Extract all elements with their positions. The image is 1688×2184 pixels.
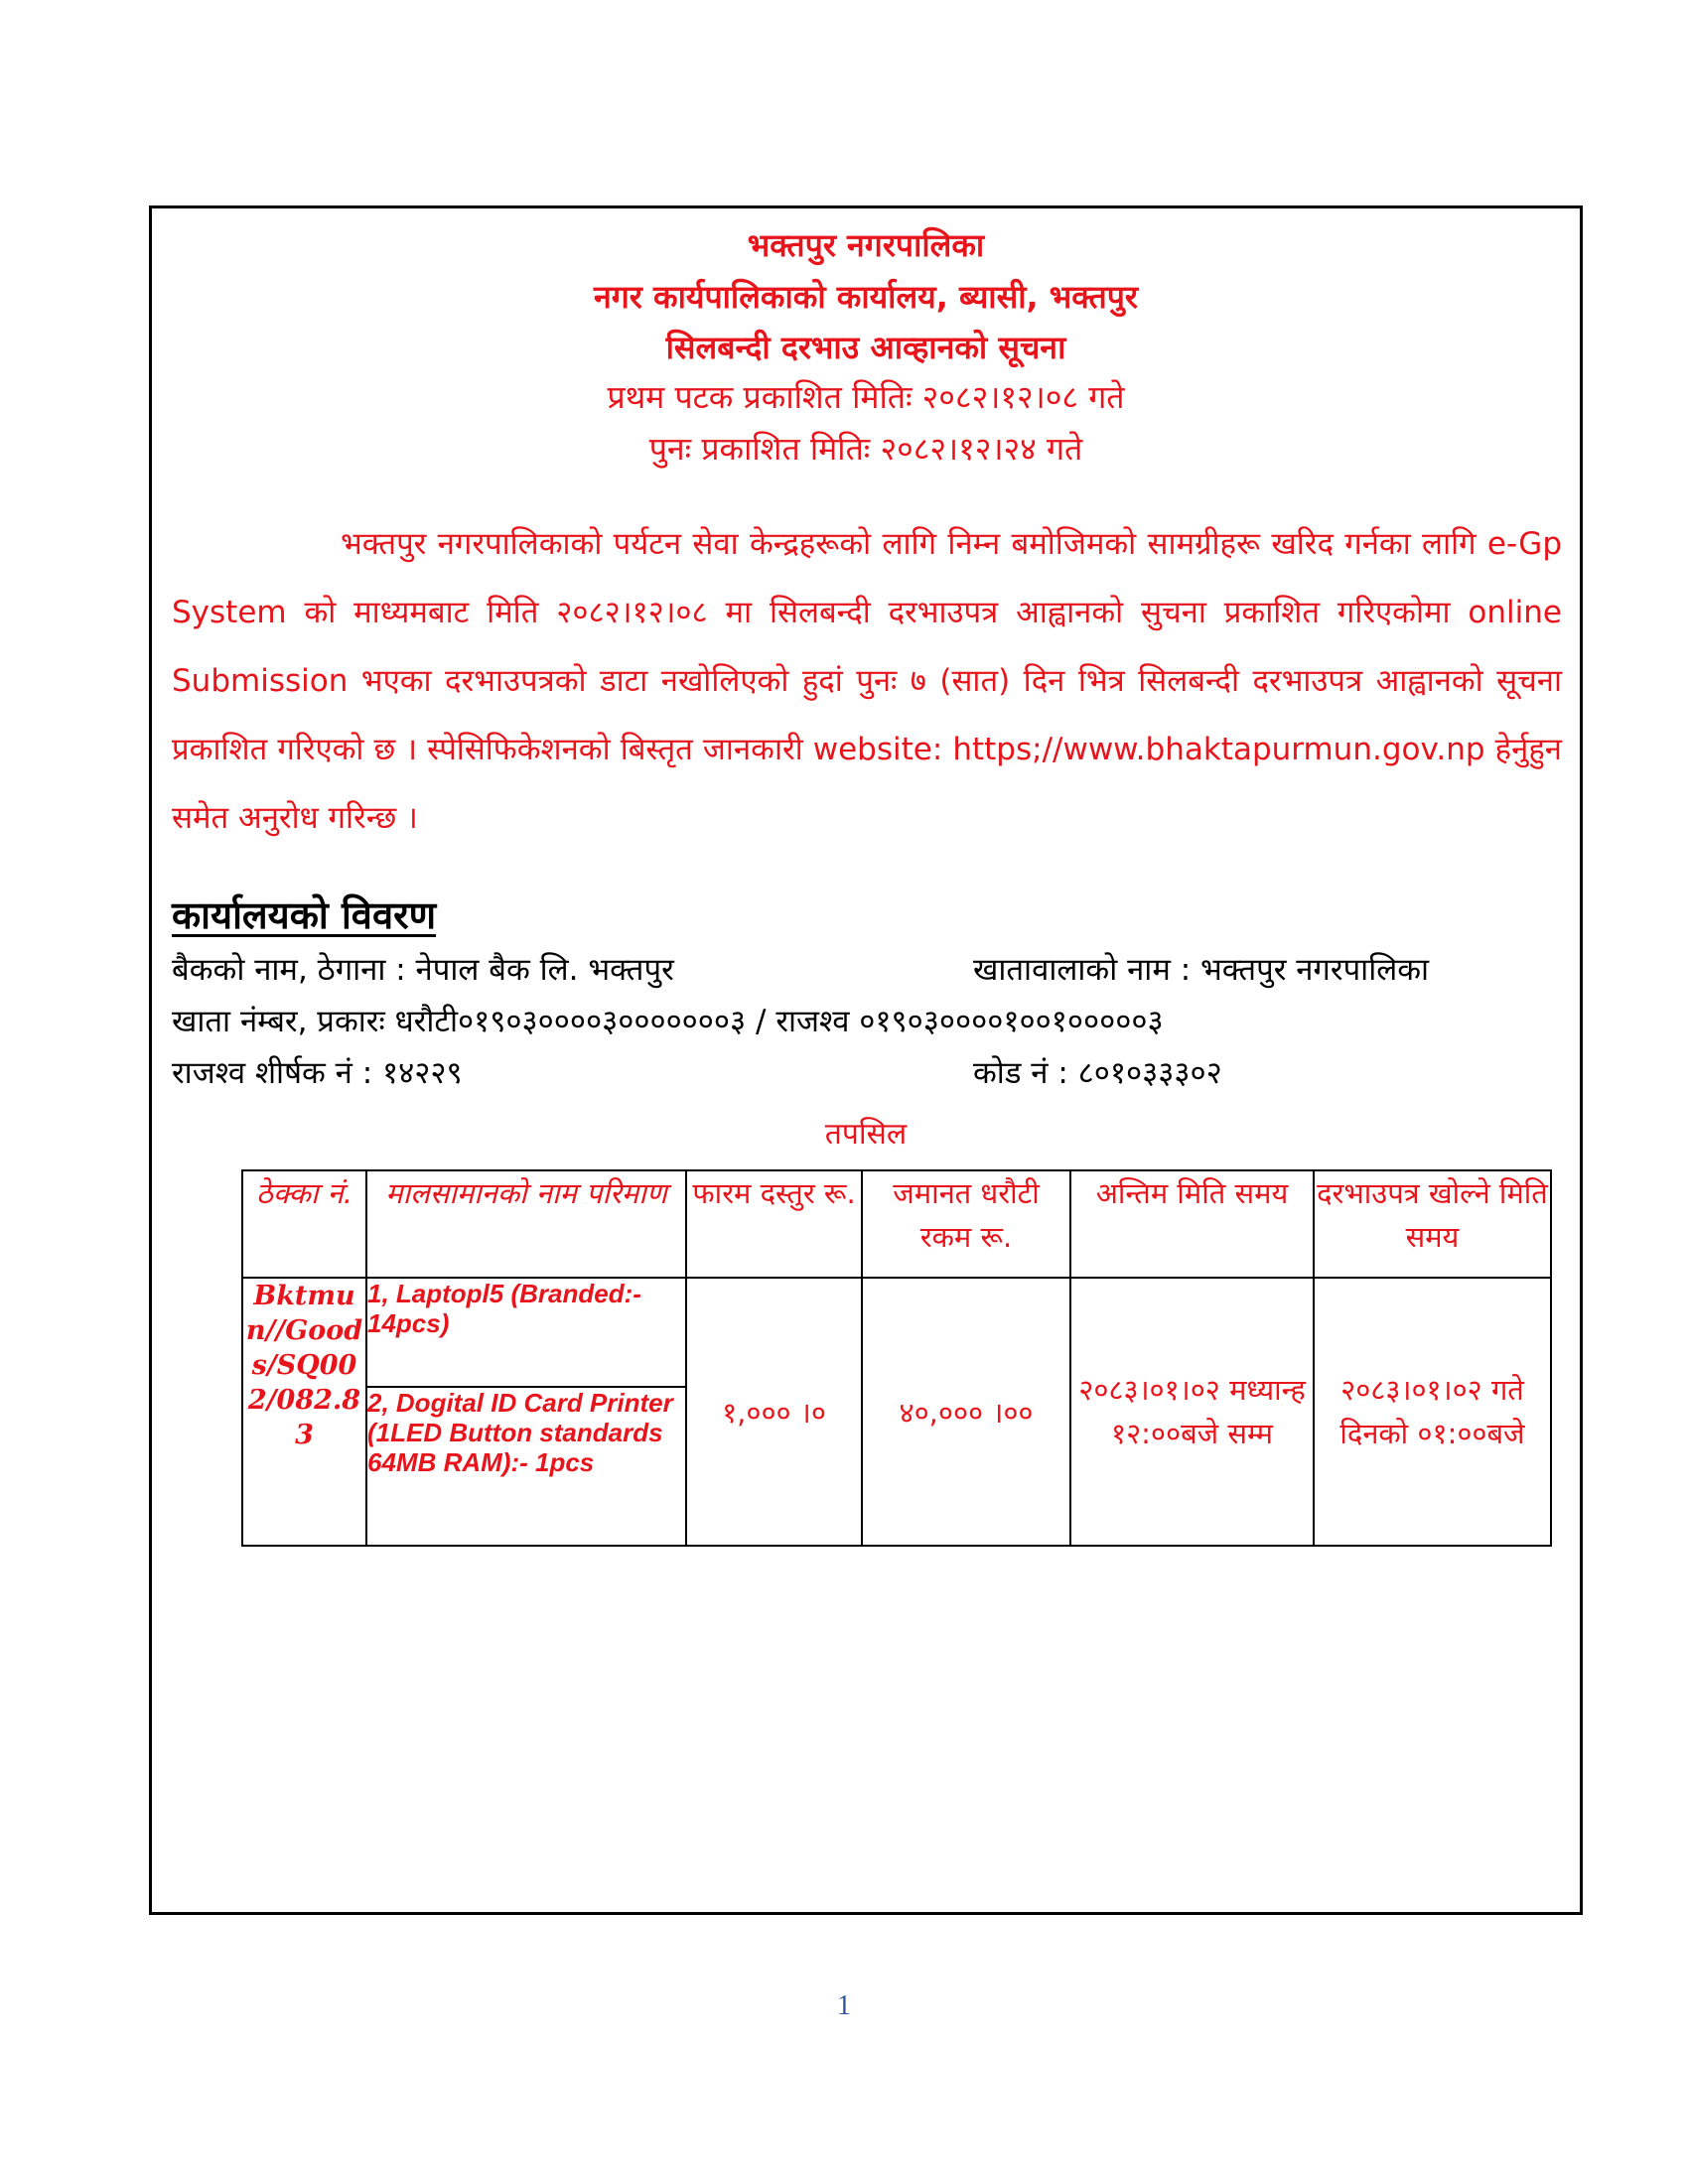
page-number: 1: [837, 1990, 851, 2021]
office-details-title: कार्यालयको विवरण: [172, 893, 437, 937]
notice-frame: [149, 205, 1583, 1915]
opening-value: २०८३।०१।०२ गते दिनको ०१:००बजे: [1314, 1278, 1551, 1546]
revenue-head: राजश्व शीर्षक नं : १४२२९: [172, 1055, 463, 1091]
header-contract-no: ठेक्का नं.: [242, 1170, 366, 1278]
notice-title: सिलबन्दी दरभाउ आव्हानको सूचना: [665, 329, 1066, 366]
table-caption: तपसिल: [824, 1117, 908, 1152]
contract-ref: Bktmun//Goods/SQ002/082.83: [242, 1278, 366, 1546]
form-fee-value: १,००० ।०: [686, 1278, 862, 1546]
revenue-code: कोड नं : ८०१०३३३०२: [973, 1055, 1222, 1091]
account-holder: खातावालाको नाम : भक्तपुर नगरपालिका: [973, 952, 1430, 988]
table-header-row: [242, 1170, 1551, 1278]
item-laptop: 1, Laptopl5 (Branded:- 14pcs): [366, 1278, 686, 1387]
table-row: [242, 1278, 1551, 1387]
tender-table: [241, 1169, 1552, 1547]
deadline-value: २०८३।०१।०२ मध्यान्ह १२:००बजे सम्म: [1070, 1278, 1314, 1546]
deposit-value: ४०,००० ।००: [862, 1278, 1070, 1546]
header-deadline: अन्तिम मिति समय: [1070, 1170, 1314, 1278]
municipality-name: भक्तपुर नगरपालिका: [747, 226, 985, 264]
item-id-card-printer: 2, Dogital ID Card Printer (1LED Button standards 64MB RAM):- 1pcs: [366, 1387, 686, 1546]
republished-date: पुनः प्रकाशित मितिः २०८२।१२।२४ गते: [648, 430, 1083, 468]
first-published-date: प्रथम पटक प्रकाशित मितिः २०८२।१२।०८ गते: [607, 378, 1125, 416]
bank-name: बैकको नाम, ठेगाना : नेपाल बैक लि. भक्तपुर: [172, 952, 674, 988]
header-form-fee: फारम दस्तुर रू.: [686, 1170, 862, 1278]
header-item-name: मालसामानको नाम परिमाण: [366, 1170, 686, 1278]
office-name: नगर कार्यपालिकाको कार्यालय, ब्यासी, भक्तपुर: [594, 278, 1138, 316]
notice-paragraph: भक्तपुर नगरपालिकाको पर्यटन सेवा केन्द्रहरूको लागि निम्न बमोजिमको सामग्रीहरू खरिद गर्नका लागि e-Gp System को माध्यमबाट मिति २०८२।१२।०८ मा सिलबन्दी दरभाउपत्र आह्वानको सुचना प्रकाशित गरिएकोमा online Submission भएका दरभाउपत्रको डाटा नखोलिएको हुदां पुनः ७ (सात) दिन भित्र सिलबन्दी दरभाउपत्र आह्वानको सूचना प्रकाशित गरिएको छ । स्पेसिफिकेशनको बिस्तृत जानकारी website: https;//www.bhaktapurmun.gov.np हेर्नुहुन समेत अनुरोध गरिन्छ ।: [172, 526, 1562, 836]
header-opening: दरभाउपत्र खोल्ने मिति समय: [1314, 1170, 1551, 1278]
account-number: खाता नंम्बर, प्रकारः धरौटी०१९०३००००३०००००००३ / राजश्व ०१९०३००००१००१०००००३: [172, 1004, 1164, 1039]
header-deposit: जमानत धरौटी रकम रू.: [862, 1170, 1070, 1278]
